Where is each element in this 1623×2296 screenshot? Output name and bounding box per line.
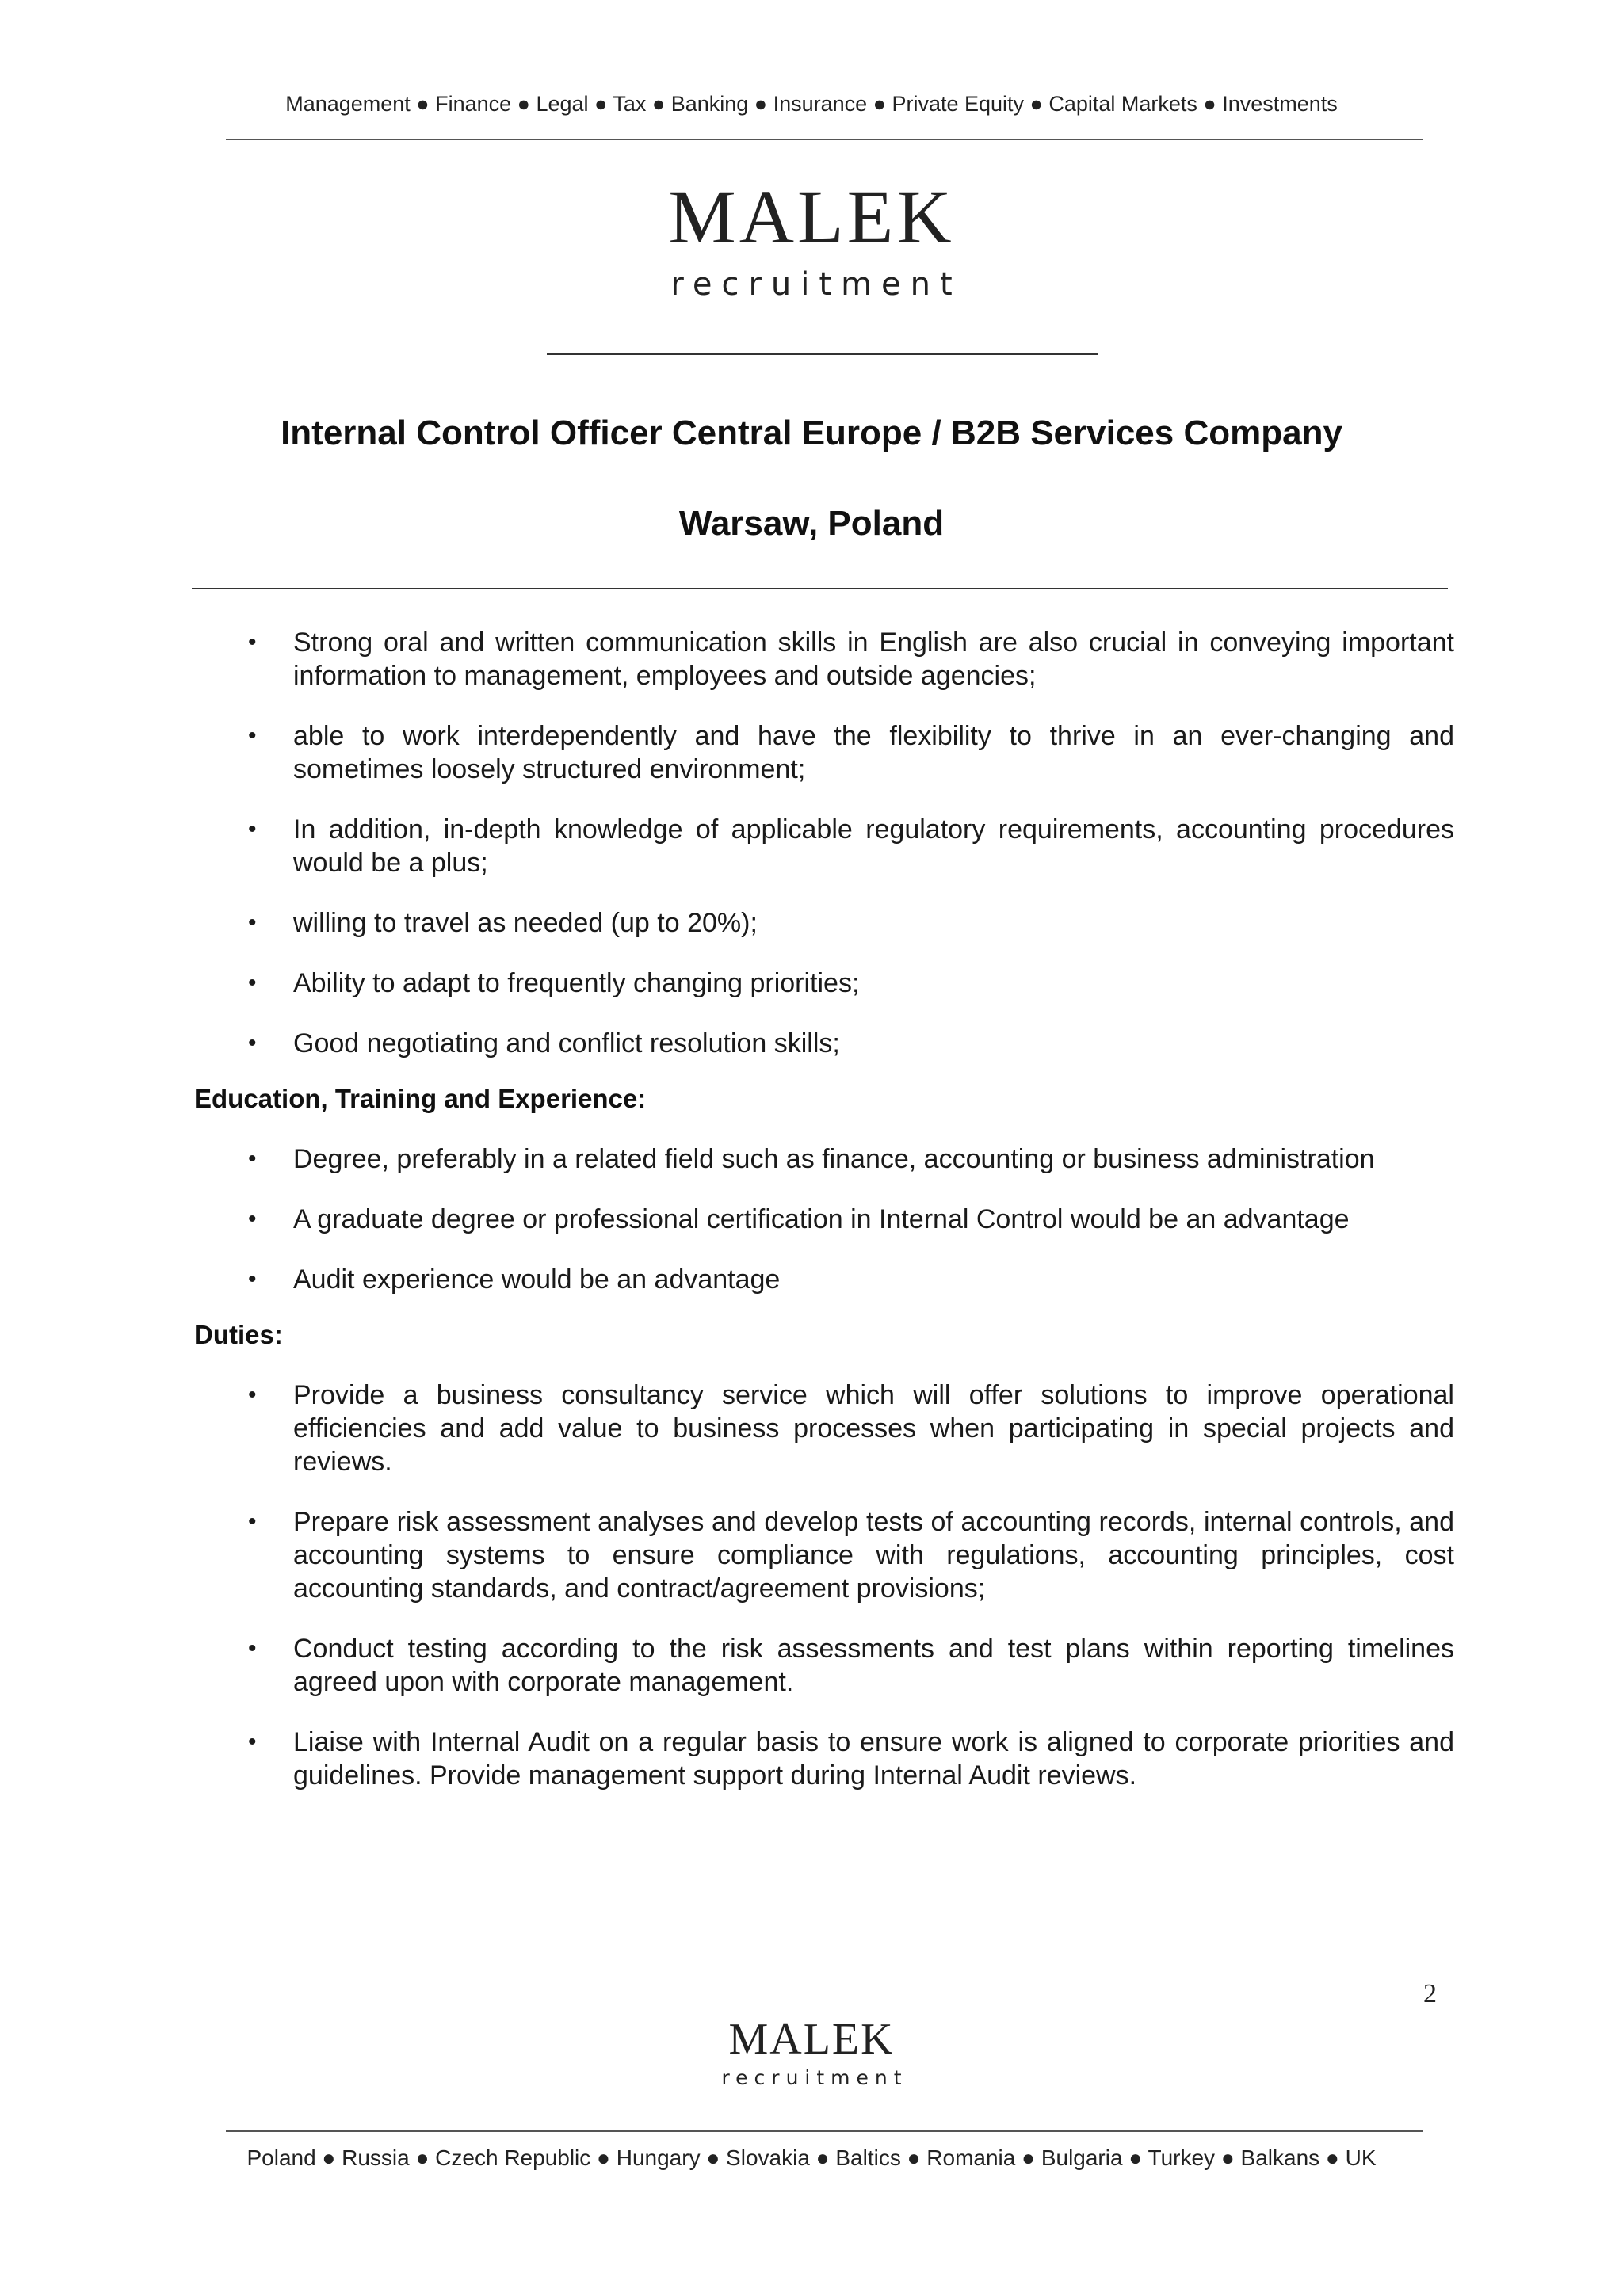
list-item: • Ability to adapt to frequently changing priorities;: [248, 968, 860, 998]
countries-bar: Poland ● Russia ● Czech Republic ● Hungary ● Slovakia ● Baltics ● Romania ● Bulgaria ● Turkey ● Balkans ● UK: [246, 2145, 1377, 2170]
bullet-icon: •: [248, 723, 257, 749]
bullet-icon: •: [248, 1030, 257, 1056]
sectors-bar: Management ● Finance ● Legal ● Tax ● Banking ● Insurance ● Private Equity ● Capital Markets ● Investments: [285, 92, 1338, 116]
company-logo: [0, 174, 1623, 303]
footer-logo-subword: recruitment: [721, 2066, 908, 2089]
requirements-list: [194, 626, 1454, 1060]
list-item: • Audit experience would be an advantage: [248, 1264, 781, 1295]
bullet-icon: •: [248, 629, 257, 655]
page-number: 2: [1423, 1979, 1437, 2008]
bullet-icon: •: [248, 970, 257, 996]
list-item: • Good negotiating and conflict resolution skills;: [248, 1028, 840, 1058]
header-divider: [226, 139, 1423, 140]
job-location: Warsaw, Poland: [678, 504, 945, 543]
list-item: • In addition, in-depth knowledge of applicable regulatory requirements, accounting procedures would be a plus;: [248, 814, 1454, 878]
list-item: • Liaise with Internal Audit on a regular basis to ensure work is aligned to corporate priorities and guidelines. Provide management support during Internal Audit reviews.: [248, 1727, 1454, 1791]
list-item: • Provide a business consultancy service which will offer solutions to improve operational efficiencies and add value to business processes when participating in special projects and reviews.: [248, 1380, 1454, 1477]
list-item: • Strong oral and written communication skills in English are also crucial in conveying important information to management, employees and outside agencies;: [248, 627, 1454, 691]
bullet-icon: •: [248, 1729, 257, 1755]
bullet-icon: •: [248, 1382, 257, 1408]
footer-logo: [0, 2017, 1623, 2089]
logo-wordmark: MALEK: [668, 174, 955, 259]
bullet-icon: •: [248, 910, 257, 936]
list-item: • willing to travel as needed (up to 20%);: [248, 908, 758, 938]
education-list: [194, 1142, 1454, 1296]
list-item: • Degree, preferably in a related field such as finance, accounting or business administration: [248, 1144, 1375, 1174]
education-heading: Education, Training and Experience:: [194, 1084, 647, 1113]
bullet-icon: •: [248, 1146, 257, 1172]
bullet-icon: •: [248, 816, 257, 842]
footer-logo-wordmark: MALEK: [728, 2015, 895, 2064]
bullet-icon: •: [248, 1635, 257, 1661]
document-body: [194, 626, 1454, 1819]
duties-heading: Duties:: [194, 1320, 283, 1349]
list-item: • A graduate degree or professional certification in Internal Control would be an advantage: [248, 1204, 1350, 1234]
logo-subword: recruitment: [670, 266, 962, 303]
bullet-icon: •: [248, 1508, 257, 1535]
bullet-icon: •: [248, 1266, 257, 1292]
bullet-icon: •: [248, 1206, 257, 1232]
job-title: Internal Control Officer Central Europe / B2B Services Company: [281, 414, 1342, 452]
list-item: • Prepare risk assessment analyses and develop tests of accounting records, internal controls, and accounting systems to ensure compliance with regulations, accounting principles, cost accounting standards, and contract/agreement provisions;: [248, 1507, 1454, 1604]
logo-divider: [547, 353, 1098, 355]
title-divider: [192, 588, 1448, 589]
list-item: • Conduct testing according to the risk assessments and test plans within reporting timelines agreed upon with corporate management.: [248, 1634, 1454, 1697]
list-item: • able to work interdependently and have the flexibility to thrive in an ever-changing and sometimes loosely structured environment;: [248, 721, 1454, 784]
footer-divider: [226, 2130, 1423, 2132]
duties-list: [194, 1379, 1454, 1792]
